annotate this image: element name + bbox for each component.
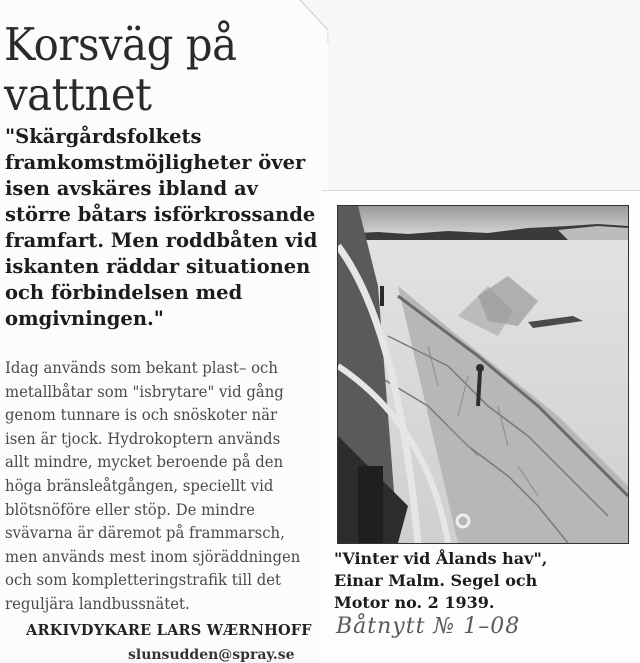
article-body: Idag används som bekant plast– och metallbåtar som "isbrytare" vid gång genom tunnare is och snöskoter när isen är tjock. Hydrokoptern används allt mindre, mycket beroende på den höga bränsleåtgången, speciellt vid blötsnöföre eller stöp. De mindre svävarna är däremot på frammarsch, men används mest inom sjöräddningen och som kompletteringstrafik till det reguljära landbussnätet.	[5, 358, 301, 613]
photo-caption	[334, 548, 634, 614]
title-line-2: vattnet	[4, 68, 152, 121]
author-email: slunsudden@spray.se	[128, 647, 295, 663]
title-line-1: Korsväg på	[4, 18, 237, 71]
handwritten-note: Båtnytt № 1–08	[336, 614, 521, 639]
article-title	[4, 20, 237, 120]
caption-line-2: Einar Malm. Segel och	[334, 571, 538, 590]
caption-line-1: "Vinter vid Ålands hav",	[334, 549, 548, 568]
ice-scene-illustration	[338, 206, 628, 543]
caption-line-3: Motor no. 2 1939.	[334, 593, 495, 612]
article-byline: ARKIVDYKARE LARS WÆRNHOFF	[26, 622, 312, 639]
archive-photo	[337, 205, 629, 544]
article-lede: "Skärgårdsfolkets framkomstmöjligheter över isen avskäres ibland av större båtars isförkrossande framfart. Men roddbåten vid iskanten räddar situationen och förbindelsen med omgivningen."	[5, 125, 318, 330]
